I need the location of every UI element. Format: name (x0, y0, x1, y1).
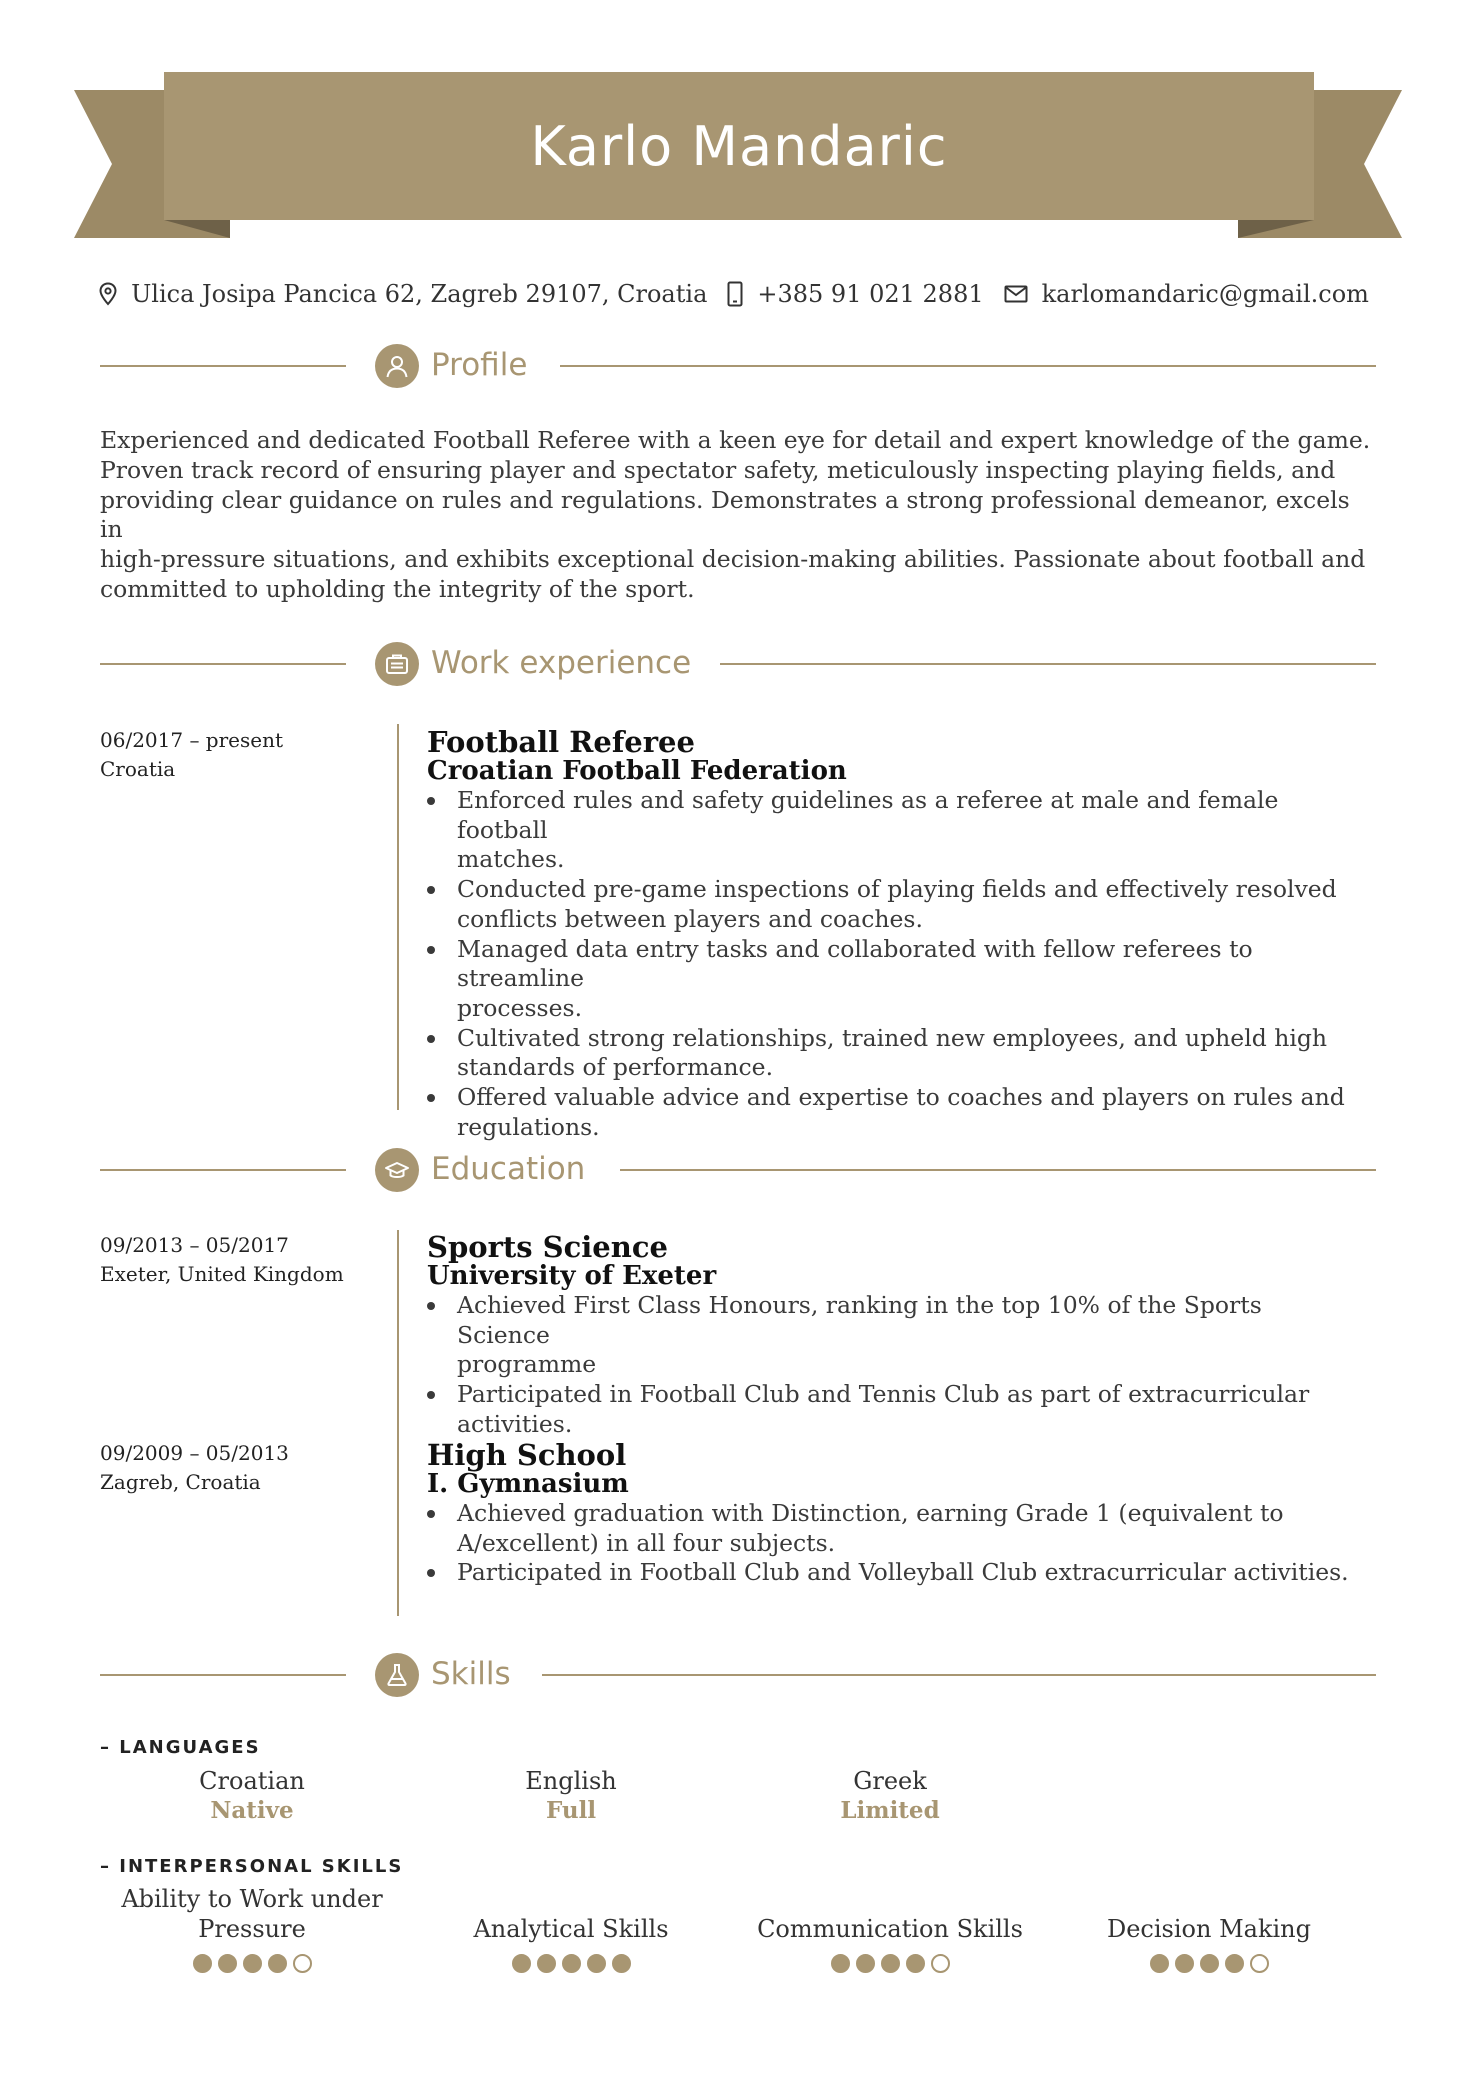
rating-dot-filled (831, 1954, 850, 1973)
rating-dot-filled (243, 1954, 262, 1973)
language-name: English (525, 1767, 617, 1795)
institution: University of Exeter (427, 1261, 717, 1291)
education-entry-meta (100, 1231, 344, 1289)
phone-text: +385 91 021 2881 (757, 280, 984, 308)
flask-icon (375, 1653, 419, 1697)
skill-name: Analytical Skills (473, 1915, 669, 1943)
rating-dot-filled (1225, 1954, 1244, 1973)
education-entry (427, 1230, 1357, 1440)
language-level: Full (545, 1797, 597, 1824)
entry-dates: 09/2009 – 05/2013 (100, 1441, 289, 1465)
entry-dates: 09/2013 – 05/2017 (100, 1233, 289, 1257)
rating-dot-filled (537, 1954, 556, 1973)
employer: Croatian Football Federation (427, 756, 847, 786)
education-entry-meta (100, 1439, 289, 1497)
education-bullets (427, 1499, 1357, 1588)
entry-location: Zagreb, Croatia (100, 1470, 261, 1494)
language-item (102, 1766, 402, 1826)
list-item: Achieved First Class Honours, ranking in the top 10% of the Sports Science programme (427, 1291, 1357, 1380)
work-entry (427, 725, 1357, 1142)
list-item: Enforced rules and safety guidelines as a referee at male and female football matches. (427, 786, 1357, 875)
divider-right (620, 1169, 1376, 1171)
divider-right (720, 663, 1376, 665)
location-pin-icon (99, 282, 117, 306)
language-name: Croatian (199, 1767, 305, 1795)
language-item (740, 1766, 1040, 1826)
profile-line: committed to upholding the integrity of the sport. (100, 574, 695, 603)
language-level: Native (210, 1797, 294, 1824)
job-title: Football Referee (427, 725, 695, 759)
skill-name: Communication Skills (757, 1915, 1023, 1943)
rating-dot-filled (268, 1954, 287, 1973)
list-item: Offered valuable advice and expertise to coaches and players on rules and regulations. (427, 1083, 1357, 1142)
language-level: Limited (840, 1797, 940, 1824)
section-title-work: Work experience (431, 645, 692, 681)
section-title-profile: Profile (431, 347, 528, 383)
list-item: Conducted pre-game inspections of playing fields and effectively resolved conflicts between players and coaches. (427, 875, 1357, 934)
divider-left (100, 663, 346, 665)
profile-section-header (100, 336, 1376, 396)
interpersonal-label: – INTERPERSONAL SKILLS (100, 1856, 404, 1877)
education-bullets (427, 1291, 1357, 1440)
timeline-line (397, 1230, 399, 1616)
divider-left (100, 365, 346, 367)
section-title-skills: Skills (431, 1656, 511, 1692)
contact-bar (0, 274, 1468, 314)
education-entry (427, 1438, 1357, 1588)
profile-line: high-pressure situations, and exhibits exceptional decision-making abilities. Passionate about football and (100, 545, 1366, 574)
email-icon (1004, 285, 1028, 303)
work-section-header (100, 634, 1376, 694)
graduation-cap-icon (375, 1148, 419, 1192)
divider-left (100, 1169, 346, 1171)
list-item: Participated in Football Club and Volleyball Club extracurricular activities. (427, 1558, 1357, 1588)
rating-dot-filled (612, 1954, 631, 1973)
list-item: Managed data entry tasks and collaborated with fellow referees to streamline processes. (427, 935, 1357, 1024)
rating-dot-filled (1200, 1954, 1219, 1973)
rating-dot-filled (562, 1954, 581, 1973)
divider-left (100, 1674, 346, 1676)
rating-dot-filled (1175, 1954, 1194, 1973)
skill-item (735, 1884, 1045, 1973)
list-item: Achieved graduation with Distinction, earning Grade 1 (equivalent to A/excellent) in all four subjects. (427, 1499, 1357, 1558)
profile-summary (100, 426, 1376, 605)
work-entry-meta (100, 726, 283, 784)
skill-rating (416, 1954, 726, 1973)
skill-item (1054, 1884, 1364, 1973)
section-title-education: Education (431, 1151, 586, 1187)
rating-dot-filled (881, 1954, 900, 1973)
skill-rating (1054, 1954, 1364, 1973)
name-banner (0, 0, 1468, 250)
rating-dot-empty (293, 1954, 312, 1973)
list-item: Cultivated strong relationships, trained new employees, and upheld high standards of performance. (427, 1024, 1357, 1083)
contact-phone[interactable] (727, 280, 983, 308)
skill-name: Ability to Work under Pressure (121, 1885, 383, 1943)
entry-dates: 06/2017 – present (100, 728, 284, 752)
rating-dot-filled (906, 1954, 925, 1973)
degree-title: Sports Science (427, 1230, 668, 1264)
rating-dot-filled (1150, 1954, 1169, 1973)
divider-right (560, 365, 1376, 367)
education-section-header (100, 1140, 1376, 1200)
skill-item (416, 1884, 726, 1973)
email-text: karlomandaric@gmail.com (1041, 280, 1369, 308)
timeline-line (397, 724, 399, 1110)
rating-dot-filled (512, 1954, 531, 1973)
skill-rating (735, 1954, 1045, 1973)
contact-email[interactable] (1004, 280, 1369, 308)
languages-label: – LANGUAGES (100, 1737, 261, 1758)
profile-line: providing clear guidance on rules and regulations. Demonstrates a strong professional demeanor, excels in (100, 485, 1350, 544)
rating-dot-filled (587, 1954, 606, 1973)
rating-dot-empty (931, 1954, 950, 1973)
skill-item (97, 1884, 407, 1973)
degree-title: High School (427, 1438, 627, 1472)
language-item (421, 1766, 721, 1826)
rating-dot-filled (218, 1954, 237, 1973)
contact-address (99, 280, 707, 308)
institution: I. Gymnasium (427, 1469, 629, 1499)
skill-rating (97, 1954, 407, 1973)
entry-location: Exeter, United Kingdom (100, 1262, 344, 1286)
profile-line: Proven track record of ensuring player and spectator safety, meticulously inspecting playing fields, and (100, 455, 1336, 484)
rating-dot-empty (1250, 1954, 1269, 1973)
language-name: Greek (853, 1767, 927, 1795)
work-bullets (427, 786, 1357, 1142)
entry-location: Croatia (100, 757, 176, 781)
briefcase-icon (375, 642, 419, 686)
list-item: Participated in Football Club and Tennis Club as part of extracurricular activities. (427, 1380, 1357, 1439)
address-text: Ulica Josipa Pancica 62, Zagreb 29107, Croatia (131, 280, 708, 308)
skills-section-header (100, 1645, 1376, 1705)
skill-name: Decision Making (1106, 1915, 1311, 1943)
phone-icon (727, 281, 743, 307)
user-icon (375, 344, 419, 388)
rating-dot-filled (856, 1954, 875, 1973)
candidate-name: Karlo Mandaric (530, 114, 948, 178)
profile-line: Experienced and dedicated Football Referee with a keen eye for detail and expert knowledge of the game. (100, 426, 1371, 454)
rating-dot-filled (193, 1954, 212, 1973)
divider-right (542, 1674, 1376, 1676)
